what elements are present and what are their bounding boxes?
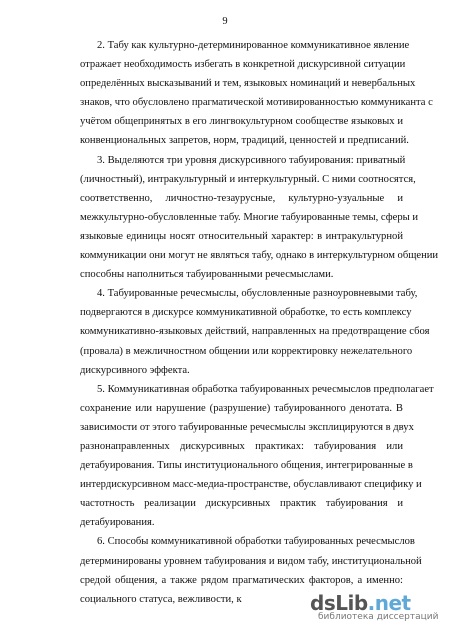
text-line: детабуирования. Типы институционального общения, интегрированные в [80,460,413,472]
text-line: 3. Выделяются три уровня дискурсивного табуирования: приватный [97,154,406,166]
text-line: определённых высказываний и тем, языковых номинаций и невербальных [80,78,416,90]
text-line: знаков, что обусловлено прагматической мотивированностью коммуниканта с [80,97,433,109]
watermark [310,590,440,626]
text-line: 2. Табу как культурно-детерминированное коммуникативное явление [97,40,410,51]
text-line: разнонаправленных дискурсивных практиках: табуирования или [80,440,403,452]
text-line: языковые единицы носят относительный характер: в интракультурной [80,230,403,242]
text-line: сохранение или нарушение (разрушение) табуированного денотата. В [80,402,403,414]
page-number: 9 [222,16,228,27]
text-line: конвенциональных запретов, норм, традиций, ценностей и предписаний. [80,135,409,147]
text-line: отражает необходимость избегать в конкретной дискурсивной ситуации [80,59,406,71]
text-line: 5. Коммуникативная обработка табуированных речесмыслов предполагает [97,383,434,395]
watermark-logo-accent: .net [367,591,411,615]
text-line: интердискурсивном масс-медиа-пространстве, обуславливают специфику и [80,479,422,491]
text-line: детабуирования. [80,517,155,529]
text-line: подвергаются в дискурсе коммуникативной обработке, то есть комплексу [80,307,412,319]
text-line: детерминированы уровнем табуирования и видом табу, институциональной [80,555,422,567]
text-line: 4. Табуированные речесмыслы, обусловленные разноуровневыми табу, [97,288,418,300]
text-line: зависимости от этого табуированные речесмыслы эксплицируются в двух [80,421,414,433]
text-line: коммуникации они могут не являться табу, однако в интеркультурном общении [80,250,439,262]
text-line: учётом общепринятых в его лингвокультурном сообществе языковых и [80,116,403,128]
text-line: 6. Способы коммуникативной обработки табуированных речесмыслов [97,536,415,548]
text-line: соответственно, личностно-тезаурусные, культурно-узуальные и [80,192,403,204]
text-line: (провала) в межличностном общении или корректировку нежелательного [80,345,413,357]
text-line: способны наполниться табуированными речесмыслами. [80,269,334,281]
text-line: дискурсивного эффекта. [80,364,190,376]
text-line: частотность реализации дискурсивных практик табуирования и [80,498,403,510]
watermark-logo-main: dsLib [310,591,368,615]
text-line: (личностный), интракультурный и интеркультурный. С ними соотносятся, [80,173,416,185]
text-line: социального статуса, вежливости, к [80,593,242,605]
text-line: средой общения, а также рядом прагматических факторов, а именно: [80,574,403,586]
text-line: коммуникативно-языковых действий, направленных на предотвращение сбоя [80,326,430,338]
watermark-subtitle: библиотека диссертаций [318,612,439,622]
document-body [80,36,439,609]
text-line: межкультурно-обусловленные табу. Многие табуированные темы, сферы и [80,211,419,223]
